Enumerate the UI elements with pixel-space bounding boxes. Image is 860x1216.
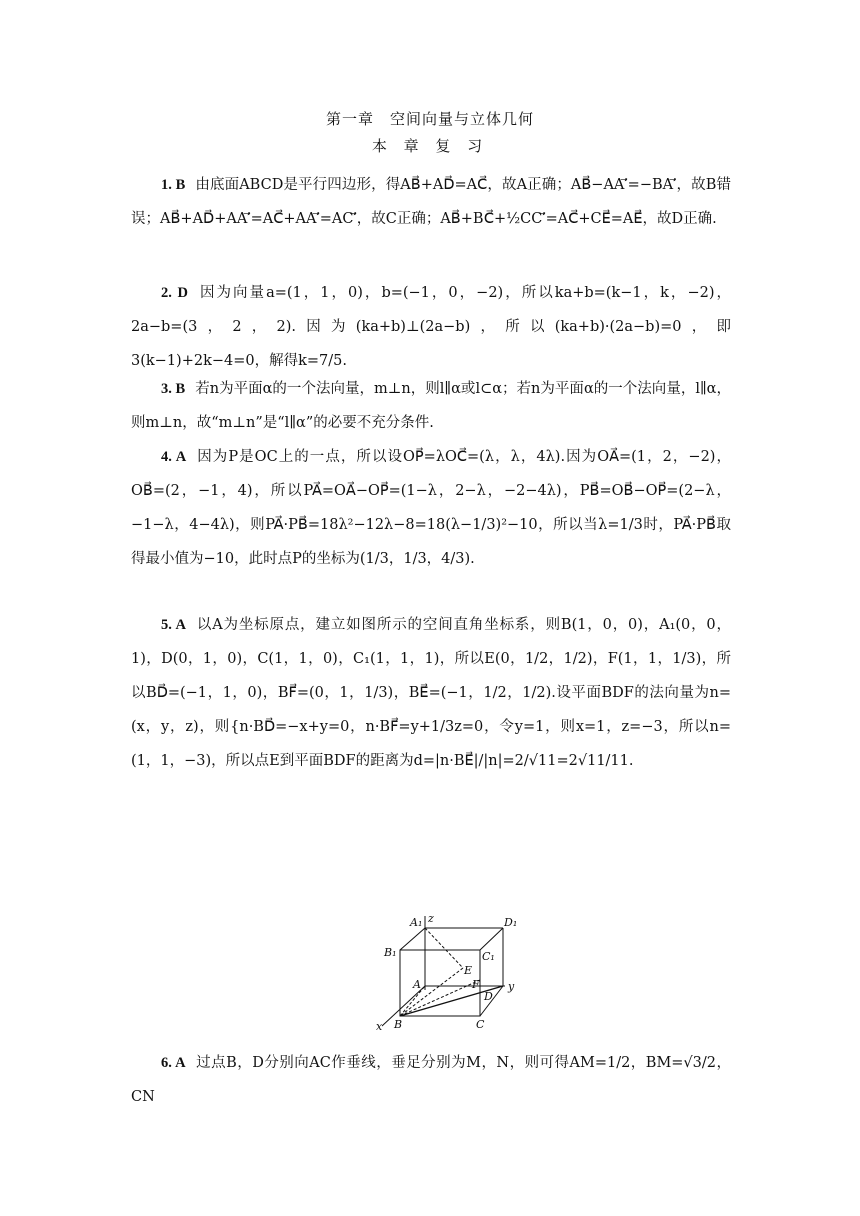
answer-item-3 (131, 372, 731, 440)
label-y: y (508, 980, 515, 993)
answer-item-5 (131, 608, 731, 778)
segment-e-b (400, 968, 463, 1016)
answer-label-6: 6. A (161, 1055, 186, 1071)
answer-text-2: 因为向量a=(1，1，0)，b=(−1，0，−2)，所以ka+b=(k−1，k，−2)，2a−b=(3，2，2).因为(ka+b)⊥(2a−b)，所以(ka+b)·(2a−b)=0，即3(k−1)+2k−4=0，解得k=7/5. (131, 285, 731, 369)
label-c: C (476, 1018, 485, 1031)
answer-text-6: 过点B，D分别向AC作垂线，垂足分别为M，N，则可得AM=1/2，BM=√3/2，CN (131, 1055, 731, 1105)
cube-figure (370, 912, 520, 1034)
answer-item-6 (131, 1046, 731, 1114)
cube-front-face (400, 950, 480, 1016)
answer-text-1: 由底面ABCD是平行四边形，得AB⃗+AD⃗=AC⃗，故A正确；AB⃗−AA′⃗=−BA′⃗，故B错误；AB⃗+AD⃗+AA′⃗=AC⃗+AA′⃗=AC′⃗，故C正确；AB⃗+BC⃗+½CC′⃗=AC⃗+CE⃗=AE⃗，故D正确. (131, 177, 731, 227)
answer-item-2 (131, 276, 731, 378)
label-b: B (394, 1018, 403, 1031)
label-b1: B₁ (384, 946, 397, 959)
edge-c1-d1 (480, 928, 503, 950)
segment-a1-e (425, 928, 463, 968)
label-c1: C₁ (482, 950, 495, 963)
x-axis (382, 986, 425, 1026)
answer-label-2: 2. D (161, 285, 188, 301)
label-f: F (472, 978, 480, 991)
answer-label-5: 5. A (161, 617, 187, 633)
label-d: D (484, 990, 493, 1003)
answer-text-3: 若n为平面α的一个法向量，m⊥n，则l∥α或l⊂α；若n为平面α的一个法向量，l∥α，则m⊥n，故“m⊥n”是“l∥α”的必要不充分条件. (131, 381, 731, 431)
answer-item-1 (131, 168, 731, 236)
answer-text-5: 以A为坐标原点，建立如图所示的空间直角坐标系，则B(1，0，0)，A₁(0，0，1)，D(0，1，0)，C(1，1，0)，C₁(1，1，1)，所以E(0，1/2，1/2)，F(1，1，1/3)，所以BD⃗=(−1，1，0)，BF⃗=(0，1，1/3)，BE⃗=(−1，1/2，1/2).设平面BDF的法向量为n=(x，y，z)，则{n·BD⃗=−x+y=0，n·BF⃗=y+1/3z=0，令y=1，则x=1，z=−3，所以n=(1，1，−3)，所以点E到平面BDF的距离为d=|n·BE⃗|/|n|=2/√11=2√11/11. (131, 617, 731, 769)
chapter-title: 第一章 空间向量与立体几何 (325, 110, 534, 128)
label-x: x (376, 1020, 383, 1033)
answer-label-1: 1. B (161, 177, 186, 193)
answer-label-4: 4. A (161, 449, 187, 465)
section-title: 本 章 复 习 (371, 137, 489, 155)
answer-label-3: 3. B (161, 381, 186, 397)
answer-item-4 (131, 440, 731, 576)
label-z: z (428, 912, 434, 925)
label-e: E (464, 964, 473, 977)
edge-b1-a1 (400, 928, 425, 950)
answer-text-4: 因为P是OC上的一点，所以设OP⃗=λOC⃗=(λ，λ，4λ).因为OA⃗=(1，2，−2)，OB⃗=(2，−1，4)，所以PA⃗=OA⃗−OP⃗=(1−λ，2−λ，−2−4λ)，PB⃗=OB⃗−OP⃗=(2−λ，−1−λ，4−4λ)，则PA⃗·PB⃗=18λ²−12λ−8=18(λ−1/3)²−10，所以当λ=1/3时，PA⃗·PB⃗取得最小值为−10，此时点P的坐标为(1/3，1/3，4/3). (131, 449, 731, 567)
label-d1: D₁ (504, 916, 518, 929)
label-a1: A₁ (410, 916, 423, 929)
label-a: A (413, 978, 421, 991)
